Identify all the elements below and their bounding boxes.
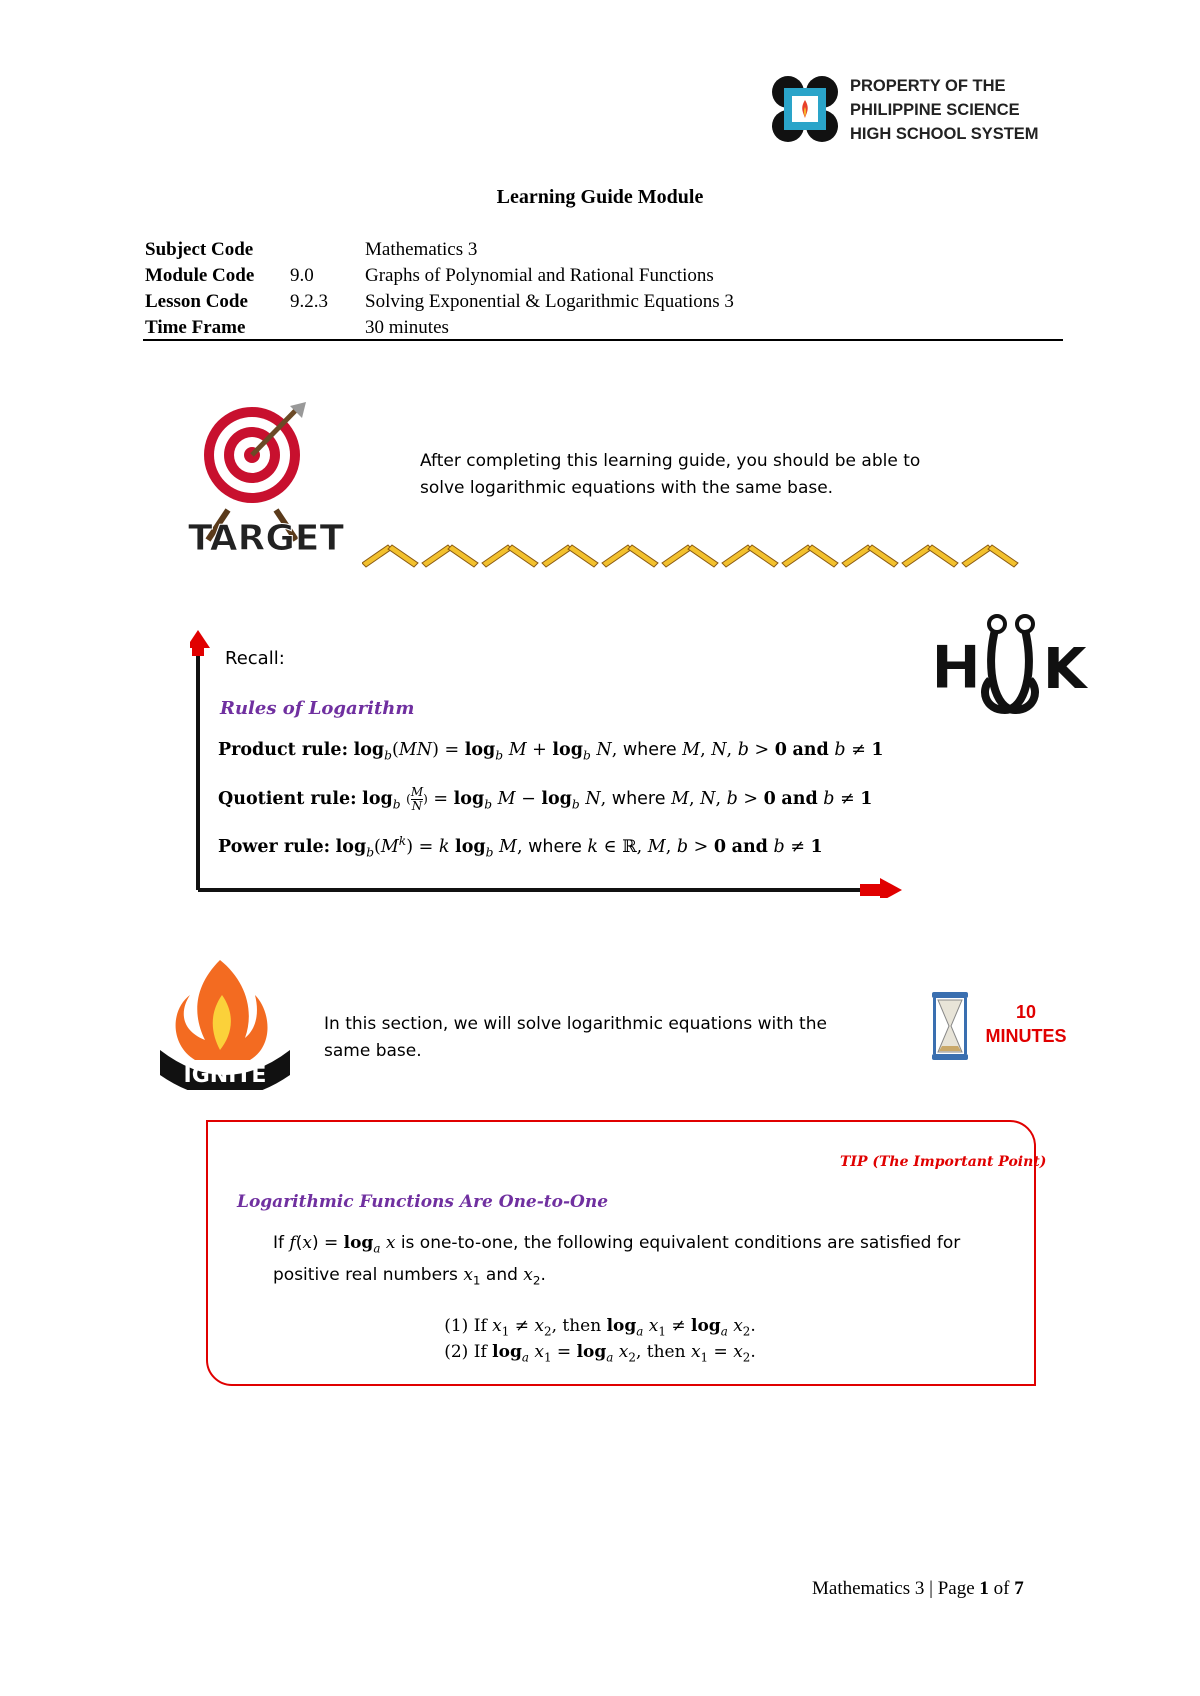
info-row-time: [145, 315, 734, 341]
timer-unit: MINUTES: [985, 1026, 1067, 1046]
cond-1-number: (1): [444, 1316, 469, 1336]
ignite-intro: [324, 1011, 827, 1065]
cond-then: then: [562, 1316, 602, 1336]
target-objective: [420, 448, 920, 502]
target-icon: [188, 400, 348, 560]
pencil-mark: [868, 545, 898, 567]
page-footer: Mathematics 3 | Page 1 of 7: [812, 1578, 1024, 1599]
pencil-mark: [688, 545, 718, 567]
timer-label: [978, 1000, 1074, 1048]
product-rule-label: Product rule:: [218, 740, 349, 760]
target-icon-word: TARGET: [188, 518, 345, 559]
info-code: 9.2.3: [290, 291, 328, 312]
product-rule: Product rule: $\log_b(MN) = \log_b M + \log_b N$, where M, N, b > 0 and b ≠ 1: [218, 740, 884, 763]
footer-total-pages: 7: [1014, 1578, 1024, 1599]
tip-title: Logarithmic Functions Are One-to-One: [237, 1192, 609, 1212]
svg-text:H: H: [931, 633, 982, 703]
info-row-module: [145, 263, 734, 289]
cond-if: If: [473, 1316, 487, 1336]
pencil-mark: [362, 545, 392, 567]
logo-line-1: PROPERTY OF THE: [850, 77, 1006, 95]
where-word: where: [622, 740, 677, 760]
pencil-mark: [928, 545, 958, 567]
logo-line-3: HIGH SCHOOL SYSTEM: [850, 125, 1039, 143]
footer-page-number: 1: [979, 1578, 989, 1599]
info-value: 30 minutes: [365, 317, 449, 338]
tip-body-and: and: [485, 1265, 518, 1286]
info-value: Mathematics 3: [365, 239, 478, 260]
target-line-1: After completing this learning guide, you should be able to: [420, 451, 921, 471]
pencil-mark: [988, 545, 1018, 567]
footer-of-word: of: [993, 1578, 1010, 1599]
pencil-mark: [722, 545, 752, 567]
pencil-mark: [388, 545, 418, 567]
info-key: Time Frame: [145, 317, 246, 338]
ignite-icon: [150, 950, 300, 1090]
tip-condition-2: (2) If $\log_a x_1 = \log_a x_2$, then $x_1 = x_2$.: [444, 1342, 756, 1365]
quotient-rule: Quotient rule: $\log_b$ ( $\frac{M}{N}$ ) = $\log_b M - \log_b N$, where M, N, b > 0 and b ≠ 1: [218, 785, 873, 813]
where-word: where: [611, 789, 666, 809]
rules-title: Rules of Logarithm: [220, 698, 415, 719]
module-info-table: [145, 237, 734, 341]
hourglass-icon: [930, 990, 970, 1062]
info-code: [290, 315, 365, 341]
hook-icon: [925, 610, 1095, 730]
pencil-mark: [568, 545, 598, 567]
pencil-mark: [602, 545, 632, 567]
info-value: Graphs of Polynomial and Rational Functions: [365, 265, 714, 286]
pencil-mark: [628, 545, 658, 567]
footer-subject: Mathematics 3: [812, 1578, 925, 1599]
footer-page-word: Page: [937, 1578, 975, 1599]
cond-then: then: [646, 1342, 686, 1362]
pencil-mark: [748, 545, 778, 567]
tip-body-line2: positive real numbers: [273, 1265, 458, 1286]
tip-body: If $f(x) = \log_a x$ is one-to-one, the following equivalent conditions are satisfied for positive real numbers $x_1$ and $x_2$.: [273, 1233, 961, 1288]
tip-condition-1: (1) If $x_1 \ne x_2$, then $\log_a x_1 \ne \log_a x_2$.: [444, 1316, 756, 1339]
target-line-2: solve logarithmic equations with the same base.: [420, 478, 834, 498]
page-title: Learning Guide Module: [496, 186, 704, 208]
header-divider: [143, 339, 1063, 341]
pencil-mark: [448, 545, 478, 567]
pencil-mark: [842, 545, 872, 567]
pencil-mark: [422, 545, 452, 567]
pencil-mark: [782, 545, 812, 567]
info-code: [290, 237, 365, 263]
pshs-logo-text: [850, 74, 1039, 146]
and-word: and: [781, 789, 818, 809]
pencil-mark: [662, 545, 692, 567]
where-word: where: [528, 836, 582, 857]
power-rule-label: Power rule:: [218, 836, 331, 857]
cond-2-number: (2): [444, 1342, 469, 1362]
tip-label: TIP (The Important Point): [840, 1154, 1047, 1170]
recall-label: Recall:: [225, 648, 285, 669]
ignite-line-1: In this section, we will solve logarithmic equations with the: [324, 1014, 827, 1034]
pencil-mark: [508, 545, 538, 567]
timer-number: 10: [1015, 1002, 1037, 1022]
info-row-lesson: [145, 289, 734, 315]
ignite-line-2: same base.: [324, 1041, 422, 1061]
power-rule: Power rule: $\log_b(M^k) = k$ $\log_b M$, where k ∈ ℝ, M, b > 0 and b ≠ 1: [218, 834, 823, 860]
info-code: 9.0: [290, 265, 314, 286]
pencil-mark: [482, 545, 512, 567]
and-word: and: [731, 836, 768, 857]
pencil-mark: [902, 545, 932, 567]
pshs-logo-icon: [770, 74, 840, 144]
logo-line-2: PHILIPPINE SCIENCE: [850, 101, 1020, 119]
pencil-mark: [962, 545, 992, 567]
and-word: and: [792, 740, 829, 760]
pencil-mark: [808, 545, 838, 567]
tip-body-if: If: [273, 1233, 284, 1253]
info-row-subject: [145, 237, 734, 263]
cond-if: If: [473, 1342, 487, 1362]
quotient-rule-label: Quotient rule:: [218, 789, 357, 809]
info-key: Subject Code: [145, 239, 254, 260]
pencil-mark: [542, 545, 572, 567]
ignite-icon-word: IGNITE: [183, 1063, 267, 1088]
info-value: Solving Exponential & Logarithmic Equations 3: [365, 291, 734, 312]
tip-body-mid: is one-to-one, the following equivalent conditions are satisfied for: [400, 1233, 961, 1253]
info-key: Lesson Code: [145, 291, 248, 312]
pencil-border-decoration: [362, 541, 1022, 569]
svg-text:K: K: [1043, 637, 1087, 702]
info-key: Module Code: [145, 265, 255, 286]
